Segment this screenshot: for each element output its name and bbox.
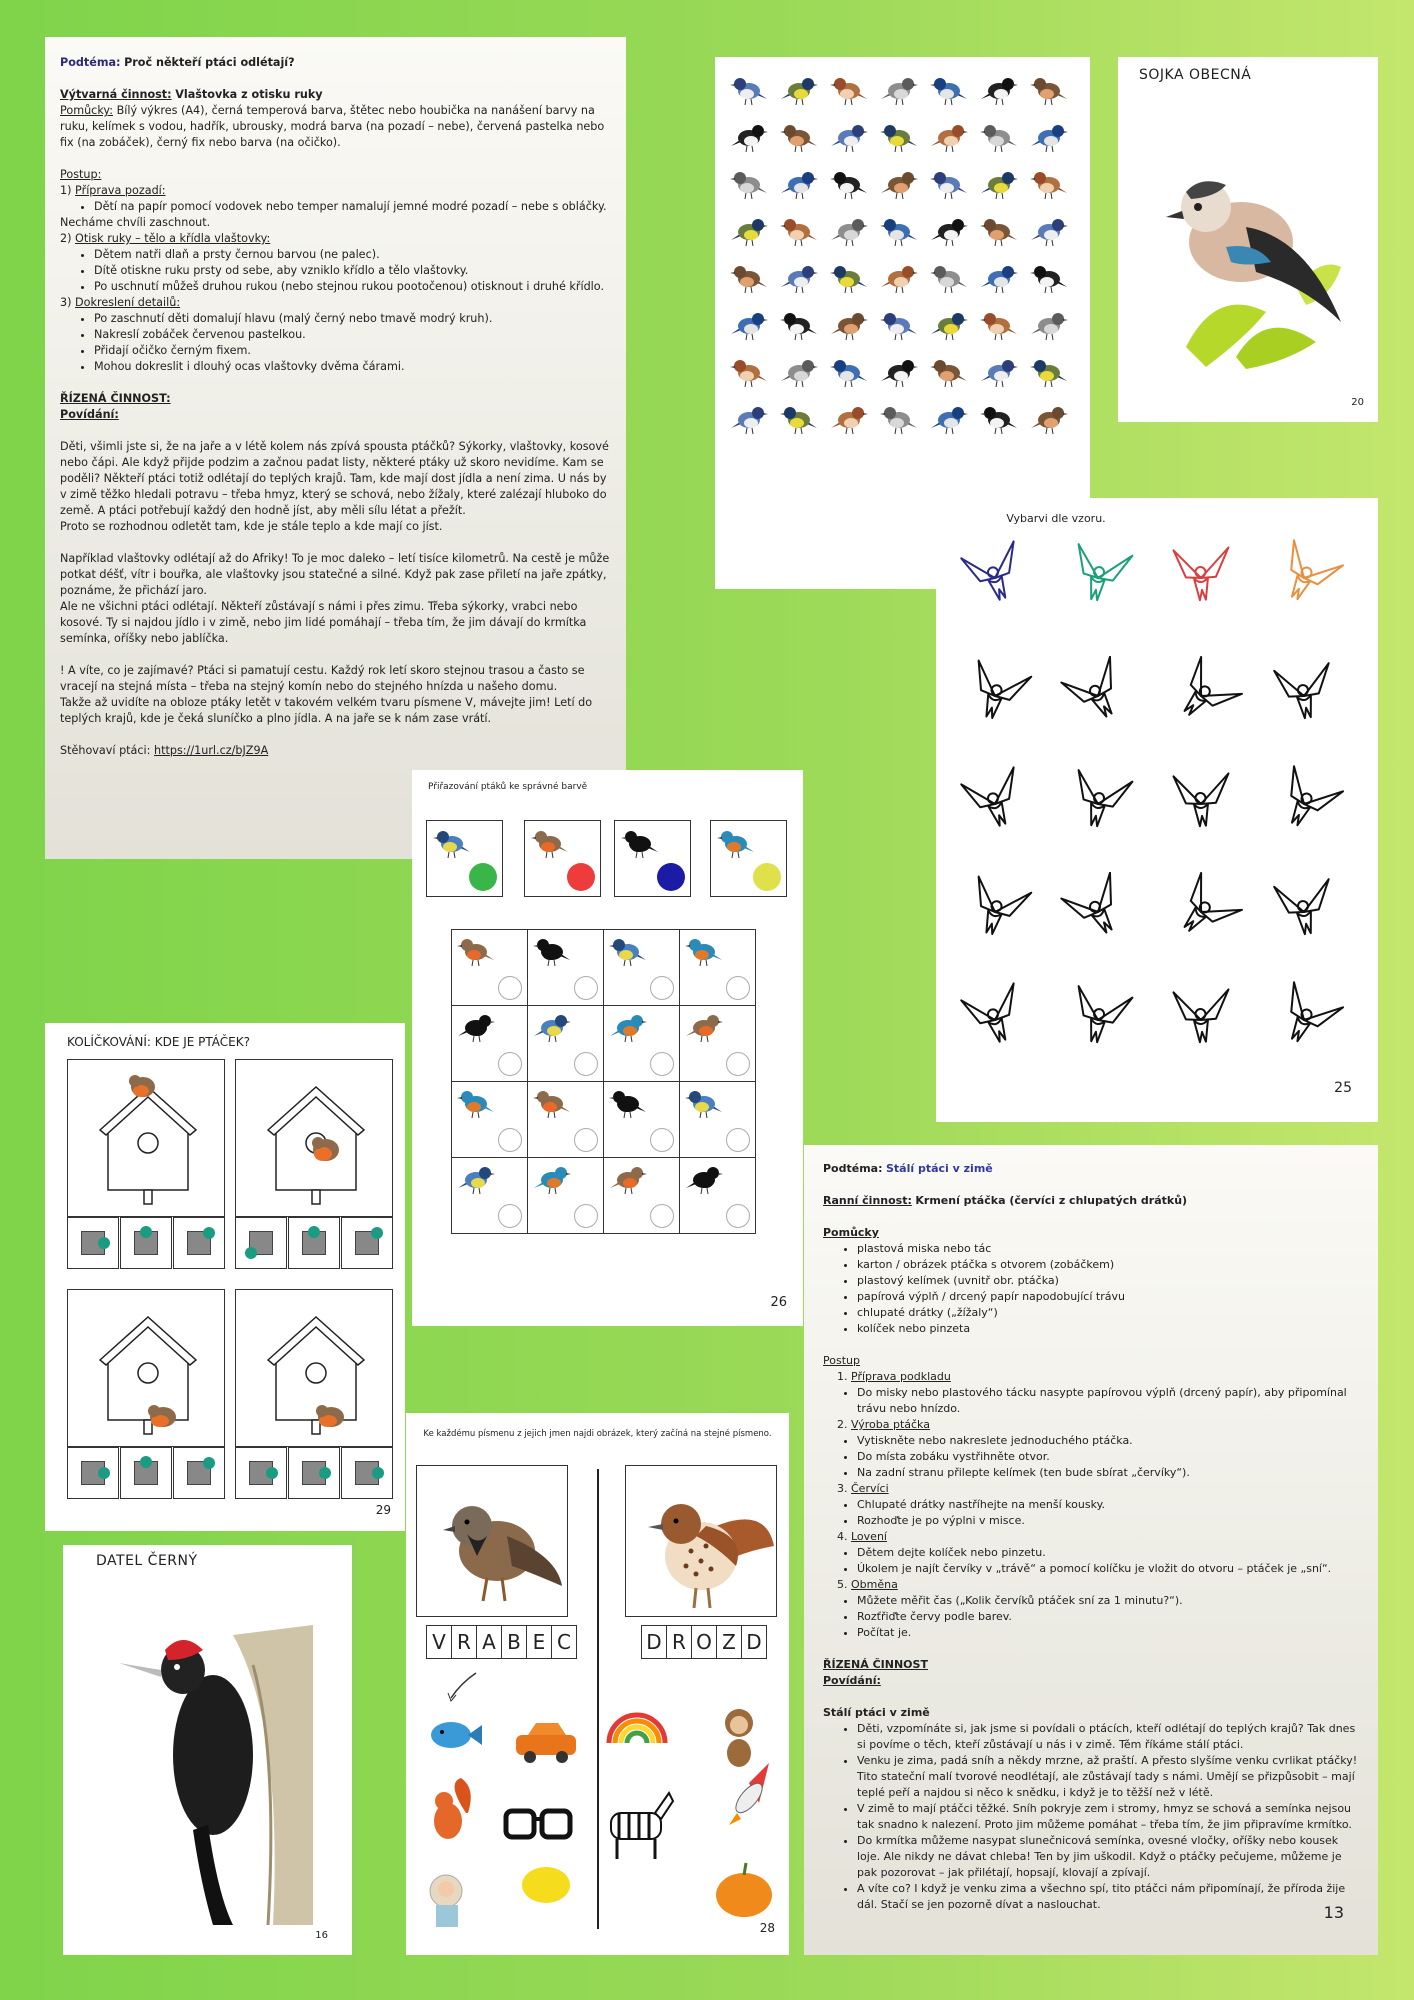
- jay-bird-image: [1146, 137, 1356, 377]
- robin-icon: [129, 1075, 155, 1097]
- matching-title: Přiřazování ptáků ke správné barvě: [428, 782, 588, 792]
- letter-box: O: [691, 1625, 717, 1659]
- peg-dot: [372, 1467, 384, 1479]
- swallow-outline: [1053, 980, 1143, 1064]
- peg-slot[interactable]: [288, 1447, 340, 1499]
- answer-circle[interactable]: [498, 1052, 522, 1076]
- list-item: • Rozťřiďte červy podle barev.: [857, 1609, 1359, 1625]
- bird-icon: [979, 120, 1027, 167]
- peg-slot[interactable]: [173, 1217, 225, 1269]
- step-item: • Dětem natři dlaň a prsty černou barvou (ne palec).: [94, 247, 611, 263]
- bird-icon: [779, 120, 827, 167]
- peg-slot[interactable]: [235, 1447, 287, 1499]
- peg-dot: [308, 1226, 320, 1238]
- bird-icon: [1029, 261, 1077, 308]
- swallow-outline: [950, 538, 1040, 622]
- activity-title: Vlaštovka z otisku ruky: [175, 88, 323, 101]
- step-items: [823, 1433, 1359, 1481]
- step-items: [823, 1593, 1359, 1641]
- cube-icon: [302, 1231, 326, 1255]
- rainbow-icon: [609, 1715, 665, 1743]
- peg-slot[interactable]: [67, 1447, 119, 1499]
- swallow-outline: [1259, 872, 1349, 956]
- step3-title: Dokreslení detailů:: [75, 296, 181, 309]
- guided-title: ŘÍZENÁ ČINNOST: [823, 1658, 928, 1671]
- list-item: • karton / obrázek ptáčka s otvorem (zobáčkem): [857, 1257, 1359, 1273]
- cube-icon: [249, 1231, 273, 1255]
- bird-icon: [929, 261, 977, 308]
- bird-icon: [829, 167, 877, 214]
- peg-dot: [245, 1247, 257, 1259]
- bird-icon: [979, 308, 1027, 355]
- letter-box: R: [451, 1625, 477, 1659]
- bird-icon: [929, 73, 977, 120]
- match-cell[interactable]: [527, 929, 604, 1006]
- peg-dot: [140, 1226, 152, 1238]
- bird-icon: [879, 308, 927, 355]
- bird-icon: [729, 355, 777, 402]
- step-title: Červíci: [851, 1482, 889, 1495]
- bird-icon: [929, 214, 977, 261]
- bird-icon: [829, 261, 877, 308]
- jay-card: [1118, 57, 1378, 422]
- step-items: [823, 1545, 1359, 1577]
- birdhouse-panel: [67, 1059, 225, 1217]
- bird-icon: [929, 308, 977, 355]
- swallow-outline: [1259, 538, 1349, 622]
- activity-label: Výtvarná činnost:: [60, 88, 172, 101]
- swallow-coloring-card: [936, 498, 1378, 1122]
- answer-circle[interactable]: [650, 1204, 674, 1228]
- left-picture-options: [406, 1663, 596, 1943]
- answer-circle[interactable]: [574, 1128, 598, 1152]
- guided-title: ŘÍZENÁ ČINNOST:: [60, 392, 171, 405]
- letter-box: V: [426, 1625, 452, 1659]
- bird-icon: [929, 402, 977, 449]
- answer-circle[interactable]: [726, 1204, 750, 1228]
- list-item: • Na zadní stranu přilepte kelímek (ten bude sbírat „červíky“).: [857, 1465, 1359, 1481]
- peg-slot[interactable]: [67, 1217, 119, 1269]
- cube-icon: [81, 1231, 105, 1255]
- match-cell[interactable]: [679, 1157, 756, 1234]
- bird-icon: [729, 261, 777, 308]
- peg-dot: [140, 1456, 152, 1468]
- cube-icon: [134, 1461, 158, 1485]
- key-box: [426, 820, 503, 897]
- list-item: • Venku je zima, padá sníh a někdy mrzne, až praští. A přesto slyšíme venku cvrlikat ptáčky! Tito stateční malí tvorové neodlétají, ale zůstávají tady s námi. Umějí se přizpůsobit – mají teplé peří a najdou si něco k snědku, i když je to těžší než v létě.: [857, 1753, 1359, 1801]
- peg-slot[interactable]: [288, 1217, 340, 1269]
- bird-icon: [729, 214, 777, 261]
- car-icon: [516, 1723, 576, 1763]
- answer-circle[interactable]: [574, 1204, 598, 1228]
- cube-icon: [134, 1231, 158, 1255]
- letter-box: A: [476, 1625, 502, 1659]
- list-item: • Dětem dejte kolíček nebo pinzetu.: [857, 1545, 1359, 1561]
- step2-title: Otisk ruky – tělo a křídla vlaštovky:: [75, 232, 271, 245]
- pumpkin-icon: [716, 1863, 772, 1917]
- talk-list: [823, 1721, 1359, 1913]
- cube-icon: [302, 1461, 326, 1485]
- key-box: [614, 820, 691, 897]
- answer-circle[interactable]: [574, 1052, 598, 1076]
- list-item: • papírová výplň / drcený papír napodobující trávu: [857, 1289, 1359, 1305]
- color-dot: [567, 863, 595, 891]
- list-item: • Počítat je.: [857, 1625, 1359, 1641]
- tools-title: Pomůcky: [823, 1226, 879, 1239]
- answer-circle[interactable]: [650, 1128, 674, 1152]
- swallow-outline: [950, 980, 1040, 1064]
- answer-circle[interactable]: [498, 1128, 522, 1152]
- bird-icon: [879, 214, 927, 261]
- bird-icon: [1029, 167, 1077, 214]
- woodpecker-title: DATEL ČERNÝ: [96, 1553, 198, 1569]
- paragraph: Takže až uvidíte na obloze ptáky letět v takovém velkém tvaru písmene V, mávejte jim! Letí do teplých krajů, kde je čeká sluníčko a plno jídla. A na jaře se k nám zase vrátí.: [60, 696, 593, 725]
- peg-dot: [203, 1227, 215, 1239]
- match-cell[interactable]: [451, 1081, 528, 1158]
- match-cell[interactable]: [603, 1081, 680, 1158]
- match-cell[interactable]: [603, 1005, 680, 1082]
- key-box: [524, 820, 601, 897]
- subtopic-label: Podtéma:: [60, 56, 121, 69]
- match-cell[interactable]: [527, 1081, 604, 1158]
- cube-icon: [187, 1461, 211, 1485]
- letter-box: D: [741, 1625, 767, 1659]
- squirrel-icon: [434, 1778, 471, 1839]
- morning-title: Krmení ptáčka (červíci z chlupatých drátků): [915, 1194, 1188, 1207]
- list-item: • Rozhoďte je po výplni v misce.: [857, 1513, 1359, 1529]
- fish-icon: [431, 1722, 482, 1748]
- arrow-icon: [451, 1673, 476, 1698]
- bird-icon: [829, 73, 877, 120]
- list-item: • V zimě to mají ptáčci těžké. Sníh pokryje zem i stromy, hmyz se schová a semínka nejsou tak snadno k nalezení. Proto jim můžeme pomáhat – třeba tím, že jim připravíme krmítko.: [857, 1801, 1359, 1833]
- match-cell[interactable]: [451, 929, 528, 1006]
- swallow-outline: [950, 764, 1040, 848]
- paragraph: Ale ne všichni ptáci odlétají. Někteří zůstávají s námi i přes zimu. Třeba sýkorky, vrabci nebo kosové. Ty si najdou jídlo i v zimě, nebo jim lidé pomáhají – třeba tím, že jim dávají do krmítka semínka, oříšky nebo jablíčka.: [60, 600, 587, 645]
- page-number: 28: [759, 1921, 775, 1935]
- peg-slot[interactable]: [120, 1447, 172, 1499]
- letter-matching-card: [406, 1413, 789, 1955]
- swallow-outline: [1156, 980, 1246, 1064]
- match-cell[interactable]: [451, 1005, 528, 1082]
- page-number: 13: [1323, 1903, 1344, 1922]
- match-cell[interactable]: [679, 1081, 756, 1158]
- right-picture-options: [599, 1663, 789, 1943]
- step-items: [823, 1497, 1359, 1529]
- bird-icon: [929, 355, 977, 402]
- match-cell[interactable]: [527, 1005, 604, 1082]
- peg-dot: [319, 1467, 331, 1479]
- woodpecker-card: [63, 1545, 352, 1955]
- list-item: • Úkolem je najít červíky v „trávě“ a pomocí kolíčku je vložit do otvoru – ptáček je „sní“.: [857, 1561, 1359, 1577]
- coloring-caption: Vybarvi dle vzoru.: [1006, 512, 1106, 525]
- tools-text: Bílý výkres (A4), černá temperová barva, štětec nebo houbička na nanášení barvy na ruku, kelímek s vodou, hadřík, ubrousky, modrá barva (na pozadí – nebe), červená pastelka nebo fix (na zobáček), černý fix nebo barva (na očičko).: [60, 104, 605, 149]
- bird-icon: [779, 261, 827, 308]
- subtopic-title: Proč někteří ptáci odlétají?: [124, 56, 295, 69]
- letter-box: C: [551, 1625, 577, 1659]
- list-item: • kolíček nebo pinzeta: [857, 1321, 1359, 1337]
- answer-circle[interactable]: [498, 976, 522, 1000]
- bird-icon: [829, 308, 877, 355]
- jay-title: SOJKA OBECNÁ: [1139, 67, 1252, 83]
- list-item: • Vytiskněte nebo nakreslete jednoduchého ptáčka.: [857, 1433, 1359, 1449]
- peg-dot: [371, 1227, 383, 1239]
- bird-icon: [1029, 308, 1077, 355]
- bird-icon: [779, 355, 827, 402]
- bird-icon: [779, 402, 827, 449]
- list-item: • Chlupaté drátky nastříhejte na menší kousky.: [857, 1497, 1359, 1513]
- step-item: • Po uschnutí můžeš druhou rukou (nebo stejnou rukou pootočenou) otisknout i druhé křídlo.: [94, 279, 611, 295]
- peg-slot[interactable]: [341, 1217, 393, 1269]
- swallow-outline: [1259, 980, 1349, 1064]
- bird-icon: [729, 402, 777, 449]
- swallow-outline: [1156, 872, 1246, 956]
- bird-icon: [779, 308, 827, 355]
- step-item: • Přidají očičko černým fixem.: [94, 343, 611, 359]
- link-label: Stěhovaví ptáci:: [60, 744, 151, 757]
- swallow-outline: [1156, 764, 1246, 848]
- step1-title: Příprava pozadí:: [75, 184, 166, 197]
- answer-circle[interactable]: [726, 1052, 750, 1076]
- color-dot: [753, 863, 781, 891]
- bird-icon: [1029, 355, 1077, 402]
- procedure-title: Postup: [823, 1354, 860, 1367]
- list-item: • Do místa zobáku vystřihněte otvor.: [857, 1449, 1359, 1465]
- letter-box: R: [666, 1625, 692, 1659]
- bird-icon: [779, 73, 827, 120]
- bird-icon: [979, 214, 1027, 261]
- bird-icon: [879, 167, 927, 214]
- paragraph: Například vlaštovky odlétají až do Afriky! To je moc daleko – letí tisíce kilometrů. Na cestě je může potkat déšť, vítr i bouřka, ale vlaštovky jsou statečné a silné. Když pak zase přiletí na jaře zpátky, poznáme, že přichází jaro.: [60, 552, 610, 597]
- swallow-outline: [1156, 538, 1246, 622]
- cube-icon: [355, 1231, 379, 1255]
- subtopic-label: Podtéma:: [823, 1162, 883, 1175]
- swallow-outline: [950, 656, 1040, 740]
- bird-icon: [779, 214, 827, 261]
- step-item: • Dítě otiskne ruku prsty od sebe, aby vzniklo křídlo a tělo vlaštovky.: [94, 263, 611, 279]
- list-item: • Děti, vzpomínáte si, jak jsme si povídali o ptácích, kteří odlétají do teplých krajů? Tak dnes si povíme o těch, kteří zůstávají u nás i v zimě. Těm říkáme stálí ptáci.: [857, 1721, 1359, 1753]
- peg-dot: [203, 1457, 215, 1469]
- bird-grid: [729, 73, 1076, 449]
- swallow-outline: [1053, 872, 1143, 956]
- bird-icon: [829, 214, 877, 261]
- peg-dot: [266, 1467, 278, 1479]
- bird-icon: [929, 167, 977, 214]
- bird-icon: [1029, 120, 1077, 167]
- craft-activity-card: [45, 37, 626, 859]
- bird-icon: [979, 355, 1027, 402]
- step-number: 1): [60, 184, 72, 197]
- swallow-outline: [1053, 764, 1143, 848]
- sparrow-picture: [416, 1465, 568, 1617]
- word-drozd: [641, 1625, 766, 1659]
- bird-icon: [729, 120, 777, 167]
- list-item: • chlupaté drátky („žížaly“): [857, 1305, 1359, 1321]
- bird-icon: [729, 308, 777, 355]
- page-number: 16: [315, 1930, 328, 1941]
- bird-icon: [879, 73, 927, 120]
- swallow-outline: [1259, 656, 1349, 740]
- woodpecker-image: [113, 1605, 313, 1935]
- match-cell[interactable]: [679, 929, 756, 1006]
- step-item: • Nakreslí zobáček červenou pastelkou.: [94, 327, 611, 343]
- answer-circle[interactable]: [498, 1204, 522, 1228]
- subtopic-title: Stálí ptáci v zimě: [886, 1162, 993, 1175]
- letter-box: Z: [716, 1625, 742, 1659]
- step-title: Lovení: [851, 1530, 887, 1543]
- list-item: • A víte co? I když je venku zima a všechno spí, tito ptáčci nám připomínají, že příroda žije dál. Stačí se jen pozorně dívat a naslouchat.: [857, 1881, 1359, 1913]
- swallow-outline: [1156, 656, 1246, 740]
- list-item: • plastová miska nebo tác: [857, 1241, 1359, 1257]
- talk-title: Povídání:: [60, 408, 119, 421]
- talk-title: Povídání:: [823, 1674, 881, 1687]
- bird-icon: [1029, 214, 1077, 261]
- bird-icon: [729, 167, 777, 214]
- bird-icon: [829, 402, 877, 449]
- bird-icon: [929, 120, 977, 167]
- peg-activity-card: [45, 1023, 405, 1531]
- peg-slot[interactable]: [235, 1217, 287, 1269]
- bird-icon: [1029, 73, 1077, 120]
- color-matching-card: [412, 770, 803, 1326]
- answer-circle[interactable]: [574, 976, 598, 1000]
- bird-icon: [879, 355, 927, 402]
- step-item: • Po zaschnutí děti domalují hlavu (malý černý nebo tmavě modrý kruh).: [94, 311, 611, 327]
- answer-circle[interactable]: [726, 976, 750, 1000]
- bird-icon: [879, 402, 927, 449]
- paragraph: ! A víte, co je zajímavé? Ptáci si pamatují cestu. Každý rok letí skoro stejnou trasou a často se vracejí na stejná místa – třeba na stejný komín nebo do stejného hnízda u našeho domu.: [60, 664, 585, 693]
- step-item: • Dětí na papír pomocí vodovek nebo temper namalují jemné modré pozadí – nebe s obláčky.: [94, 199, 611, 215]
- section-title: Stálí ptáci v zimě: [823, 1706, 930, 1719]
- list-item: • Můžete měřit čas („Kolik červíků ptáček sní za 1 minutu?“).: [857, 1593, 1359, 1609]
- swallow-outline: [1259, 764, 1349, 848]
- key-box: [710, 820, 787, 897]
- sparrow-icon: [417, 1466, 567, 1616]
- cube-icon: [355, 1461, 379, 1485]
- tools-label: Pomůcky:: [60, 104, 113, 117]
- monkey-icon: [725, 1709, 753, 1767]
- bird-icon: [779, 167, 827, 214]
- step-title: Obměna: [851, 1578, 898, 1591]
- cube-icon: [187, 1231, 211, 1255]
- swallow-outline: [950, 872, 1040, 956]
- thrush-picture: [625, 1465, 777, 1617]
- cube-icon: [249, 1461, 273, 1485]
- match-cell[interactable]: [603, 1157, 680, 1234]
- migrating-birds-link[interactable]: https://1url.cz/bJZ9A: [154, 744, 269, 757]
- list-item: • plastový kelímek (uvnitř obr. ptáčka): [857, 1273, 1359, 1289]
- morning-label: Ranní činnost:: [823, 1194, 912, 1207]
- peg-dot: [98, 1467, 110, 1479]
- match-cell[interactable]: [603, 929, 680, 1006]
- match-cell[interactable]: [451, 1157, 528, 1234]
- bird-icon: [729, 73, 777, 120]
- bird-icon: [829, 355, 877, 402]
- list-item: • Do krmítka můžeme nasypat slunečnicová semínka, ovesné vločky, oříšky nebo kousek loje. Ale nikdy ne dávat chleba! Ten by jim uškodil. Když o ptáčky pečujeme, můžeme je pak pozorovat – jak přilétají, hopsají, klovají a zpívají.: [857, 1833, 1359, 1881]
- procedure-label: Postup:: [60, 168, 102, 181]
- page-number: 25: [1334, 1080, 1352, 1096]
- answer-circle[interactable]: [650, 976, 674, 1000]
- bird-icon: [879, 261, 927, 308]
- paragraph: Děti, všimli jste si, že na jaře a v létě kolem nás zpívá spousta ptáčků? Sýkorky, vlaštovky, kosové nebo čápi. Ale když přijde podzim a začnou padat listy, některé ptáky už skoro nevidíme. Kam se poděli? Někteří ptáci totiž odlétají do teplých krajů. Tam, kde mají dost jídla a není zima. U nás by v zimě těžko hledali potravu – třeba hmyz, který se schová, nebo žížaly, které zalézají hluboko do země. A ptáci potřebují každý den hodně jíst, aby měli sílu létat a přežít.: [60, 440, 609, 517]
- bird-icon: [979, 167, 1027, 214]
- winter-birds-card: [804, 1145, 1378, 1955]
- glasses-icon: [506, 1811, 570, 1837]
- match-cell[interactable]: [527, 1157, 604, 1234]
- birdhouse-panel: [235, 1059, 393, 1217]
- step-number: 3): [60, 296, 72, 309]
- letter-box: D: [641, 1625, 667, 1659]
- step-items: [823, 1385, 1359, 1417]
- peg-slot[interactable]: [341, 1447, 393, 1499]
- rocket-icon: [729, 1763, 769, 1825]
- step-title: Příprava podkladu: [851, 1370, 951, 1383]
- swallow-outline: [1053, 656, 1143, 740]
- step-item: • Mohou dokreslit i dlouhý ocas vlaštovky dvěma čárami.: [94, 359, 611, 375]
- peg-title: KOLÍČKOVÁNÍ: KDE JE PTÁČEK?: [67, 1035, 251, 1049]
- page-number: 20: [1351, 397, 1364, 408]
- list-item: • Do misky nebo plastového tácku nasypte papírovou výplň (drcený papír), aby připomínal trávu nebo hnízdo.: [857, 1385, 1359, 1417]
- swallow-outline: [1053, 538, 1143, 622]
- step-title: Výroba ptáčka: [851, 1418, 930, 1431]
- bird-icon: [879, 120, 927, 167]
- lemon-icon: [522, 1867, 570, 1903]
- thrush-icon: [626, 1466, 776, 1616]
- bird-icon: [829, 120, 877, 167]
- match-cell[interactable]: [679, 1005, 756, 1082]
- answer-circle[interactable]: [650, 1052, 674, 1076]
- astronaut-icon: [430, 1875, 462, 1927]
- step1-after: Necháme chvíli zaschnout.: [60, 216, 211, 229]
- tools-list: [823, 1241, 1359, 1337]
- word-vrabec: [426, 1625, 576, 1659]
- page-number: 29: [375, 1503, 391, 1517]
- bird-icon: [979, 402, 1027, 449]
- cube-icon: [81, 1461, 105, 1485]
- bird-icon: [979, 261, 1027, 308]
- step-number: 2): [60, 232, 72, 245]
- peg-slot[interactable]: [120, 1217, 172, 1269]
- birdhouse-panel: [235, 1289, 393, 1447]
- letter-box: B: [501, 1625, 527, 1659]
- color-dot: [469, 863, 497, 891]
- answer-circle[interactable]: [726, 1128, 750, 1152]
- letter-box: E: [526, 1625, 552, 1659]
- bird-icon: [1029, 402, 1077, 449]
- paragraph: Proto se rozhodnou odletět tam, kde je stále teplo a kde mají co jíst.: [60, 520, 443, 533]
- peg-dot: [98, 1237, 110, 1249]
- peg-slot[interactable]: [173, 1447, 225, 1499]
- page-number: 26: [770, 1295, 787, 1310]
- birdhouse-panel: [67, 1289, 225, 1447]
- color-dot: [657, 863, 685, 891]
- bird-icon: [979, 73, 1027, 120]
- letters-title: Ke každému písmenu z jejich jmen najdi obrázek, který začíná na stejné písmeno.: [423, 1429, 772, 1439]
- zebra-icon: [611, 1793, 673, 1859]
